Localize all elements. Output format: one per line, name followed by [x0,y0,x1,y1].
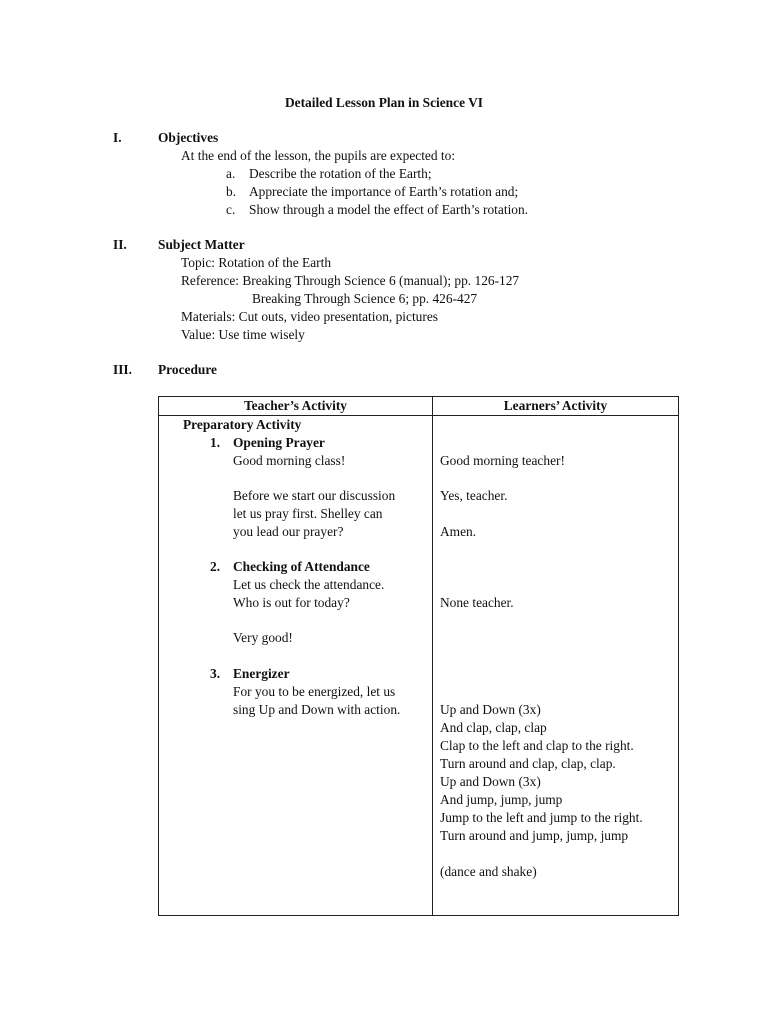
subject-reference-1: Reference: Breaking Through Science 6 (manual); pp. 126-127 [181,273,520,288]
subject-value: Value: Use time wisely [181,327,305,342]
preparatory-activity-label: Preparatory Activity [183,417,302,432]
section-heading-subject-matter: Subject Matter [158,237,245,252]
learner-line: Clap to the left and clap to the right. [440,738,634,753]
section-number-3: III. [113,362,132,377]
teacher-line: Good morning class! [233,453,346,468]
learner-line: Good morning teacher! [440,453,565,468]
section-number-2: II. [113,237,127,252]
objective-marker-a: a. [226,166,236,181]
learners-activity-header: Learners’ Activity [433,397,679,416]
learner-line: (dance and shake) [440,864,537,879]
teacher-line: Let us check the attendance. [233,577,385,592]
document-title: Detailed Lesson Plan in Science VI [284,95,483,110]
objective-item-a: Describe the rotation of the Earth; [249,166,432,181]
objectives-intro: At the end of the lesson, the pupils are expected to: [181,148,456,163]
objective-item-b: Appreciate the importance of Earth’s rotation and; [249,184,519,199]
learners-activity-cell [433,416,679,916]
teacher-line: Before we start our discussion [233,488,396,503]
objective-marker-c: c. [226,202,236,217]
learner-line: None teacher. [440,595,514,610]
learner-line: Amen. [440,524,477,539]
teacher-line: sing Up and Down with action. [233,702,401,717]
teacher-activity-header: Teacher’s Activity [159,397,433,416]
learner-line: And jump, jump, jump [440,792,563,807]
teacher-line: Who is out for today? [233,595,350,610]
subject-topic: Topic: Rotation of the Earth [181,255,332,270]
learner-line: Up and Down (3x) [440,774,541,789]
procedure-table [158,396,679,916]
step-number-3: 3. [210,666,221,681]
teacher-line: For you to be energized, let us [233,684,396,699]
learner-line: Up and Down (3x) [440,702,541,717]
section-heading-procedure: Procedure [158,362,218,377]
learner-line: Turn around and jump, jump, jump [440,828,629,843]
teacher-line: you lead our prayer? [233,524,344,539]
table-header-row [159,397,679,416]
step-number-2: 2. [210,559,221,574]
step-title-energizer: Energizer [233,666,290,681]
learner-line: Turn around and clap, clap, clap. [440,756,616,771]
step-number-1: 1. [210,435,221,450]
learner-line: And clap, clap, clap [440,720,547,735]
step-title-checking-attendance: Checking of Attendance [233,559,370,574]
teacher-line: let us pray first. Shelley can [233,506,383,521]
table-body-row [159,416,679,916]
learner-line: Jump to the left and jump to the right. [440,810,643,825]
subject-reference-2: Breaking Through Science 6; pp. 426-427 [252,291,478,306]
step-title-opening-prayer: Opening Prayer [233,435,325,450]
learner-line: Yes, teacher. [440,488,508,503]
objective-marker-b: b. [226,184,237,199]
section-heading-objectives: Objectives [158,130,219,145]
teacher-line: Very good! [233,630,293,645]
objective-item-c: Show through a model the effect of Earth’s rotation. [249,202,529,217]
teacher-activity-cell [159,416,433,916]
section-number-1: I. [113,130,122,145]
subject-materials: Materials: Cut outs, video presentation, pictures [181,309,438,324]
